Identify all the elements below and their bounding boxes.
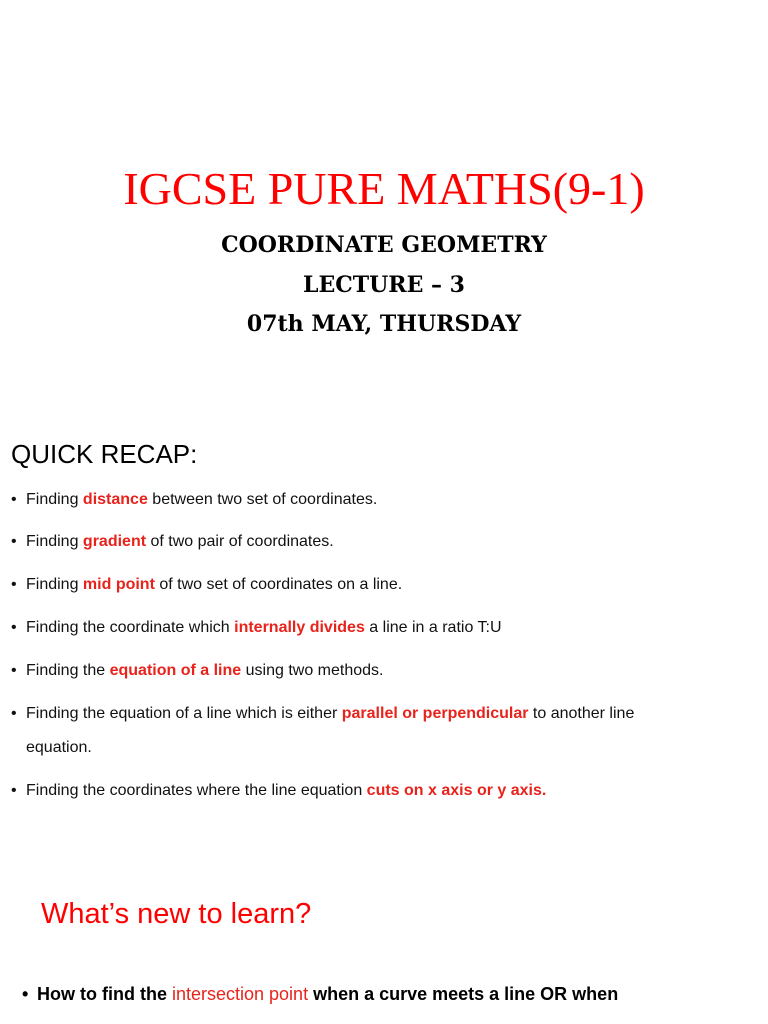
recap-item-text: a line in a ratio T:U <box>364 619 502 636</box>
title-slide <box>0 0 768 410</box>
recap-item-text: to another line <box>528 705 635 722</box>
bullet-icon: • <box>11 705 17 722</box>
recap-item-text: Finding <box>26 576 83 593</box>
recap-item-highlight: internally divides <box>234 619 365 636</box>
recap-item <box>11 660 761 682</box>
recap-item <box>11 617 761 639</box>
recap-item-highlight: distance <box>82 491 148 508</box>
recap-item-text: Finding the coordinate which <box>26 619 235 636</box>
recap-item <box>11 780 761 802</box>
recap-heading: QUICK RECAP: <box>11 439 198 469</box>
recap-item-highlight: equation of a line <box>109 662 242 679</box>
new-topic-text: when a curve meets a line OR when <box>308 984 619 1004</box>
recap-item <box>11 574 761 596</box>
recap-item-text: between two set of coordinates. <box>147 491 378 508</box>
bullet-icon: • <box>11 619 17 636</box>
lecture-date: 07th MAY, THURSDAY <box>246 311 522 337</box>
recap-item-highlight: gradient <box>82 533 147 550</box>
bullet-icon: • <box>11 576 17 593</box>
new-topic-highlight: intersection point <box>171 984 309 1004</box>
bullet-icon: • <box>11 533 17 550</box>
lecture-number: LECTURE – 3 <box>303 272 465 298</box>
recap-item-text: of two pair of coordinates. <box>146 533 334 550</box>
recap-item-text: Finding the equation of a line which is either <box>26 705 342 722</box>
bullet-icon: • <box>11 491 17 508</box>
new-topics-heading: What’s new to learn? <box>41 898 312 930</box>
bullet-icon: • <box>22 984 29 1004</box>
topic-subtitle: COORDINATE GEOMETRY <box>221 232 547 258</box>
recap-item-text: Finding the coordinates where the line equation <box>26 782 367 799</box>
recap-item-highlight: mid point <box>82 576 155 593</box>
recap-item-text: Finding the <box>26 662 110 679</box>
recap-item-text: using two methods. <box>241 662 384 679</box>
recap-item <box>11 489 761 511</box>
recap-item-highlight: parallel or perpendicular <box>341 705 529 722</box>
bullet-icon: • <box>11 662 17 679</box>
new-topic-text: How to find the <box>37 984 172 1004</box>
bullet-icon: • <box>11 782 17 799</box>
main-title: IGCSE PURE MATHS(9-1) <box>123 163 645 214</box>
recap-item-highlight: cuts on x axis or y axis. <box>366 782 547 799</box>
new-topic-item <box>22 982 618 1006</box>
recap-item <box>11 703 761 725</box>
recap-item <box>11 531 761 553</box>
recap-item-text: Finding <box>26 533 83 550</box>
recap-item-text: Finding <box>26 491 83 508</box>
recap-item-text: of two set of coordinates on a line. <box>154 576 403 593</box>
recap-item-continuation: equation. <box>26 739 92 756</box>
